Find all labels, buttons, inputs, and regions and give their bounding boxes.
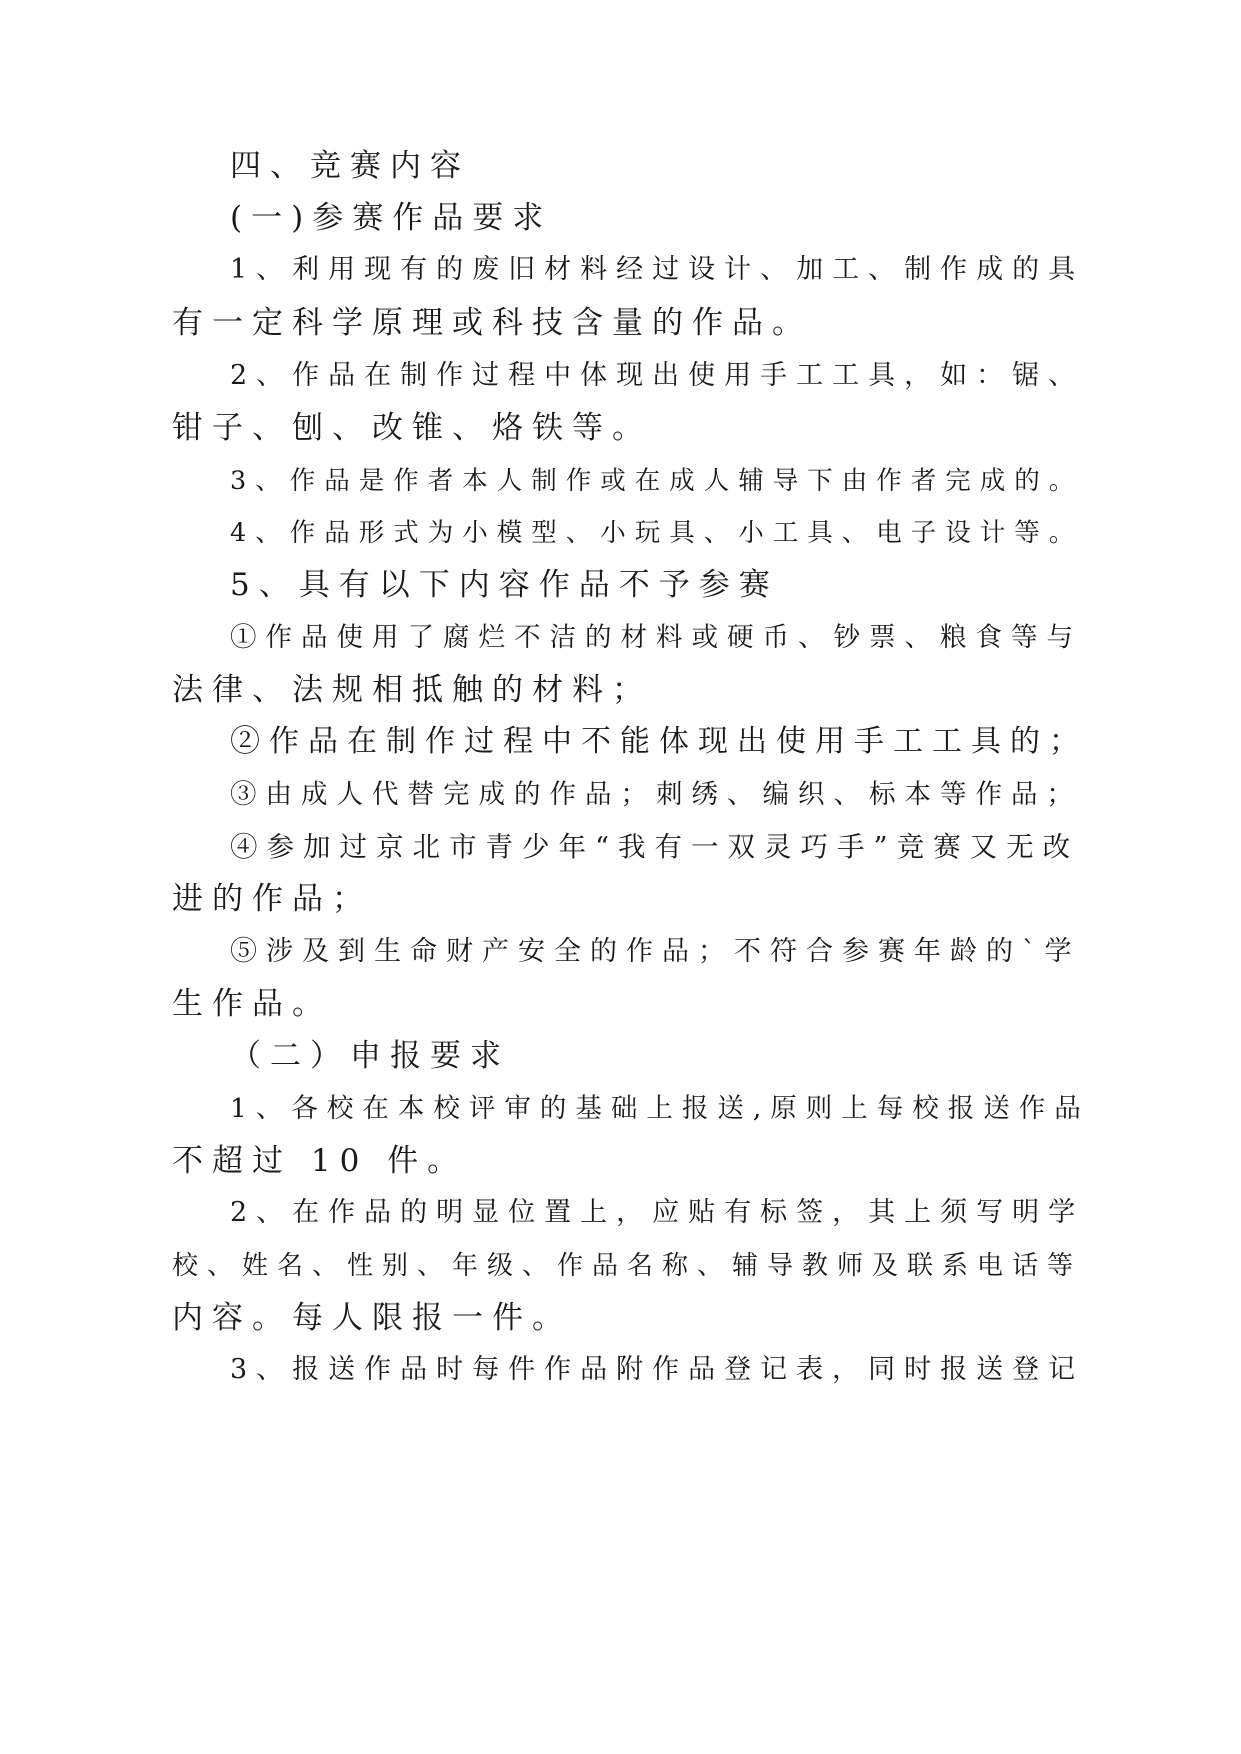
paragraph-line: 2、在作品的明显位置上，应贴有标签，其上须写明学 bbox=[230, 1197, 1085, 1228]
paragraph-line: 3、作品是作者本人制作或在成人辅导下由作者完成的。 bbox=[230, 466, 1084, 496]
paragraph-line: 4、作品形式为小模型、小玩具、小工具、电子设计等。 bbox=[230, 518, 1084, 548]
paragraph-line: 钳子、刨、改锥、烙铁等。 bbox=[172, 410, 652, 446]
paragraph-line: ③由成人代替完成的作品；刺绣、编织、标本等作品； bbox=[230, 779, 1082, 810]
paragraph-line: 进的作品； bbox=[172, 881, 372, 917]
paragraph-line: 法律、法规相抵触的材料； bbox=[172, 672, 652, 708]
paragraph-line: ②作品在制作过程中不能体现出使用手工工具的； bbox=[230, 724, 1088, 759]
paragraph-line: 1、各校在本校评审的基础上报送,原则上每校报送作品 bbox=[230, 1093, 1090, 1124]
paragraph-line: 有一定科学原理或科技含量的作品。 bbox=[172, 305, 812, 341]
paragraph-line: 1、利用现有的废旧材料经过设计、加工、制作成的具 bbox=[230, 254, 1085, 285]
paragraph-line: 生作品。 bbox=[172, 986, 332, 1022]
paragraph-line: 不超过 10 件。 bbox=[172, 1143, 468, 1179]
paragraph-line: ①作品使用了腐烂不洁的材料或硬币、钞票、粮食等与 bbox=[230, 622, 1082, 653]
paragraph-line: 5、具有以下内容作品不予参赛 bbox=[230, 567, 779, 603]
subheading-entry-requirements: (一)参赛作品要求 bbox=[230, 200, 553, 236]
paragraph-line: 2、作品在制作过程中体现出使用手工工具，如：锯、 bbox=[230, 360, 1085, 391]
paragraph-line: 内容。每人限报一件。 bbox=[172, 1300, 572, 1336]
paragraph-line: ④参加过京北市青少年“我有一双灵巧手”竞赛又无改 bbox=[230, 831, 1080, 863]
paragraph-line: 3、报送作品时每件作品附作品登记表，同时报送登记 bbox=[230, 1354, 1085, 1385]
section-heading-competition-content: 四、竞赛内容 bbox=[230, 148, 470, 184]
paragraph-line: ⑤涉及到生命财产安全的作品；不符合参赛年龄的`学 bbox=[230, 936, 1081, 967]
subheading-application-requirements: （二）申报要求 bbox=[230, 1038, 510, 1074]
paragraph-line: 校、姓名、性别、年级、作品名称、辅导教师及联系电话等 bbox=[172, 1251, 1083, 1281]
